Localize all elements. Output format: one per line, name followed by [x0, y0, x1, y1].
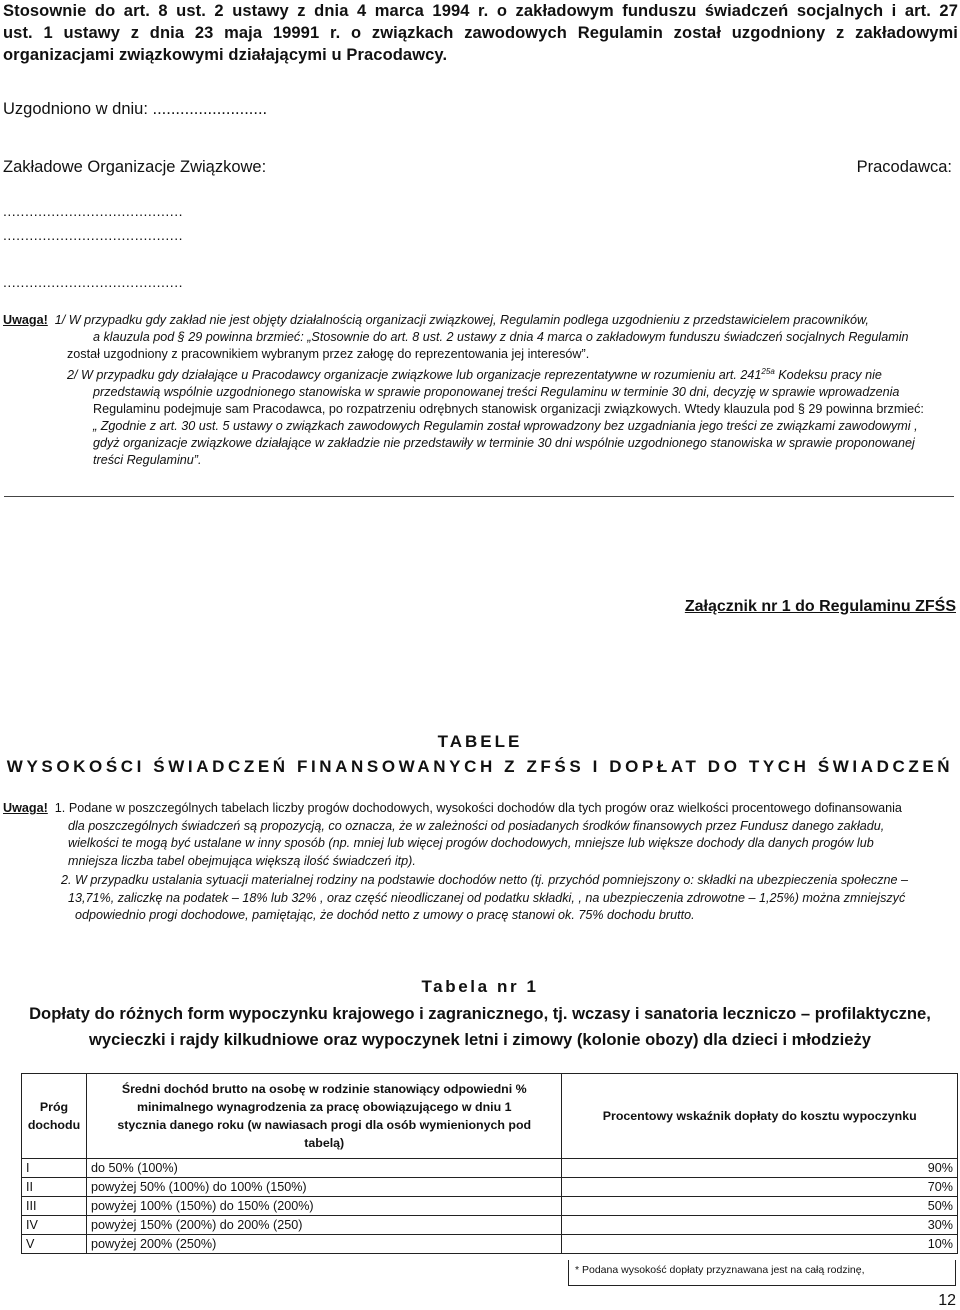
- attachment-title: Załącznik nr 1 do Regulaminu ZFŚS: [684, 598, 956, 615]
- note-1-p2a: 2/ W przypadku gdy działające u Pracodawcy organizacje związkowe lub organizacje reprezentatywne w rozumieniu art. 241: [67, 368, 762, 383]
- table-cell-percent: 30%: [562, 1216, 958, 1235]
- table-row: [22, 1235, 958, 1254]
- table-row: [22, 1159, 958, 1178]
- note-1-p2-sup: 25a: [761, 367, 775, 376]
- table-cell-income: powyżej 50% (100%) do 100% (150%): [86, 1178, 561, 1197]
- note-1-p2e: gdyż organizacje związkowe działające w zakładzie nie przedstawiły w terminie 30 dni wspólnie uzgodnionego stanowiska w sprawie proponowanej: [93, 436, 915, 451]
- note-2-n2b: 13,71%, zaliczkę na podatek – 18% lub 32% , oraz część nieodliczanej od podatku składki, , na ubezpieczenia zdrowotne – 1,25%) można zmniejszyć: [68, 890, 906, 905]
- note-1-p1b: a klauzula pod § 29 powinna brzmieć: „Stosownie do art. 8 ust. 2 ustawy z dnia 4 marca o zakładowym funduszu świadczeń socjalnych Regulamin: [93, 330, 909, 344]
- note-1: [3, 312, 958, 469]
- note-2-n2c: odpowiednio progi dochodowe, pamiętając, że dochód netto z umowy o pracę stanowi ok. 75% dochodu brutto.: [75, 908, 695, 922]
- employer-label: Pracodawca:: [856, 158, 952, 176]
- note-2-n1c: wielkości te mogą być ustalane w inny sposób (np. mniej lub więcej progów dochodowych, mniejsze lub większe dochody dla danych progów lub: [68, 836, 874, 850]
- table-row: [22, 1178, 958, 1197]
- intro-line-2: ust. 1 ustawy z dnia 23 maja 19991 r. o związkach zawodowych Regulamin został uzgodniony z zakładowymi: [3, 24, 958, 42]
- table-cell-income: powyżej 100% (150%) do 150% (200%): [86, 1197, 561, 1216]
- note-2-n1-number: 1.: [54, 801, 66, 815]
- table-row: [22, 1216, 958, 1235]
- tables-title: TABELE: [437, 732, 523, 751]
- table-cell-threshold: II: [22, 1178, 87, 1197]
- note-1-p2b: przedstawią wspólnie uzgodnionego stanowiska w sprawie proponowanej treści Regulaminu w terminie 30 dni, decyzję w sprawie wprowadzenia: [93, 385, 900, 400]
- table-cell-income: powyżej 150% (200%) do 200% (250): [86, 1216, 561, 1235]
- note-2-n1a: Podane w poszczególnych tabelach liczby progów dochodowych, wysokości dochodów dla tych progów oraz wielkości procentowego dofinansowania: [68, 801, 902, 815]
- table-1-name: Tabela nr 1: [421, 977, 539, 996]
- signature-line-1: .........................................: [3, 203, 183, 219]
- signature-line-2: .........................................: [3, 227, 183, 243]
- note-1-p1c: został uzgodniony z pracownikiem wybranym przez załogę do reprezentowania jej interesów”.: [67, 347, 590, 361]
- table-cell-threshold: III: [22, 1197, 87, 1216]
- table-1-footnote: * Podana wysokość dopłaty przyznawana jest na całą rodzinę,: [568, 1260, 956, 1286]
- table-1-col-percent: Procentowy wskaźnik dopłaty do kosztu wypoczynku: [562, 1074, 958, 1159]
- table-1-heading-line-2: wycieczki i rajdy kilkudniowe oraz wypoczynek letni i zimowy (kolonie obozy) dla dzieci i młodzieży: [89, 1030, 871, 1049]
- table-1-col-income: Średni dochód brutto na osobę w rodzinie stanowiący odpowiedni % minimalnego wynagrodzenia za pracę obowiązującego w dniu 1 stycznia danego roku (w nawiasach progi dla osób wymienionych pod tabelą): [86, 1074, 561, 1159]
- table-1: [21, 1073, 958, 1254]
- table-1-col-threshold: Próg dochodu: [22, 1074, 87, 1159]
- table-row: [22, 1197, 958, 1216]
- intro-line-1: Stosownie do art. 8 ust. 2 ustawy z dnia 4 marca 1994 r. o zakładowym funduszu świadczeń socjalnych i art. 27: [3, 2, 958, 20]
- note-1-p2c: Regulaminu podejmuje sam Pracodawca, po rozpatrzeniu odrębnych stanowisk organizacji związkowych. Wtedy klauzula pod § 29 powinna brzmieć:: [93, 402, 924, 417]
- note-2-warning: Uwaga!: [3, 801, 48, 815]
- table-cell-percent: 70%: [562, 1178, 958, 1197]
- note-2-n2a: 2. W przypadku ustalania sytuacji materialnej rodziny na podstawie dochodów netto (tj. przychód pomniejszony o: składki na ubezpieczenia społeczne –: [61, 873, 909, 887]
- signature-line-3: .........................................: [3, 274, 183, 290]
- table-1-heading: [0, 1001, 960, 1053]
- table-cell-percent: 50%: [562, 1197, 958, 1216]
- note-2-n1b: dla poszczególnych świadczeń są propozycją, co oznacza, że w zależności od posiadanych środków finansowych przez Fundusz danego zakładu,: [68, 818, 885, 833]
- table-cell-income: powyżej 200% (250%): [86, 1235, 561, 1254]
- intro-paragraph: [3, 0, 958, 66]
- note-1-p1a: 1/ W przypadku gdy zakład nie jest objęty działalnością organizacji związkowej, Regulamin podlega uzgodnieniu z przedstawicielem pracowników,: [54, 313, 869, 327]
- intro-line-3: organizacjami związkowymi działającymi u Pracodawcy.: [3, 46, 448, 64]
- note-1-p2d: „ Zgodnie z art. 30 ust. 5 ustawy o związkach zawodowych Regulamin został wprowadzony bez uzgadniania jego treści ze związkami zawodowymi ,: [93, 419, 918, 434]
- note-1-p2a2: Kodeksu pracy nie: [774, 368, 882, 383]
- note-1-p2f: treści Regulaminu”.: [93, 453, 202, 468]
- table-1-header-row: [22, 1074, 958, 1159]
- table-cell-threshold: I: [22, 1159, 87, 1178]
- tables-subtitle: WYSOKOŚCI ŚWIADCZEŃ FINANSOWANYCH Z ZFŚS I DOPŁAT DO TYCH ŚWIADCZEŃ: [6, 757, 954, 776]
- note-1-warning: Uwaga!: [3, 313, 48, 327]
- table-cell-threshold: IV: [22, 1216, 87, 1235]
- unions-label: Zakładowe Organizacje Związkowe:: [3, 158, 267, 176]
- table-cell-percent: 90%: [562, 1159, 958, 1178]
- agreed-on-line: Uzgodniono w dniu: .........................: [3, 100, 268, 118]
- table-1-heading-line-1: Dopłaty do różnych form wypoczynku krajowego i zagranicznego, tj. wczasy i sanatoria leczniczo – profilaktyczne,: [29, 1004, 931, 1023]
- note-2: [3, 800, 958, 925]
- table-cell-percent: 10%: [562, 1235, 958, 1254]
- note-2-n1d: mniejsza liczba tabel obejmująca większą ilość świadczeń itp).: [68, 853, 416, 868]
- table-cell-threshold: V: [22, 1235, 87, 1254]
- page-number: 12: [938, 1292, 956, 1309]
- divider: [4, 496, 954, 497]
- table-cell-income: do 50% (100%): [86, 1159, 561, 1178]
